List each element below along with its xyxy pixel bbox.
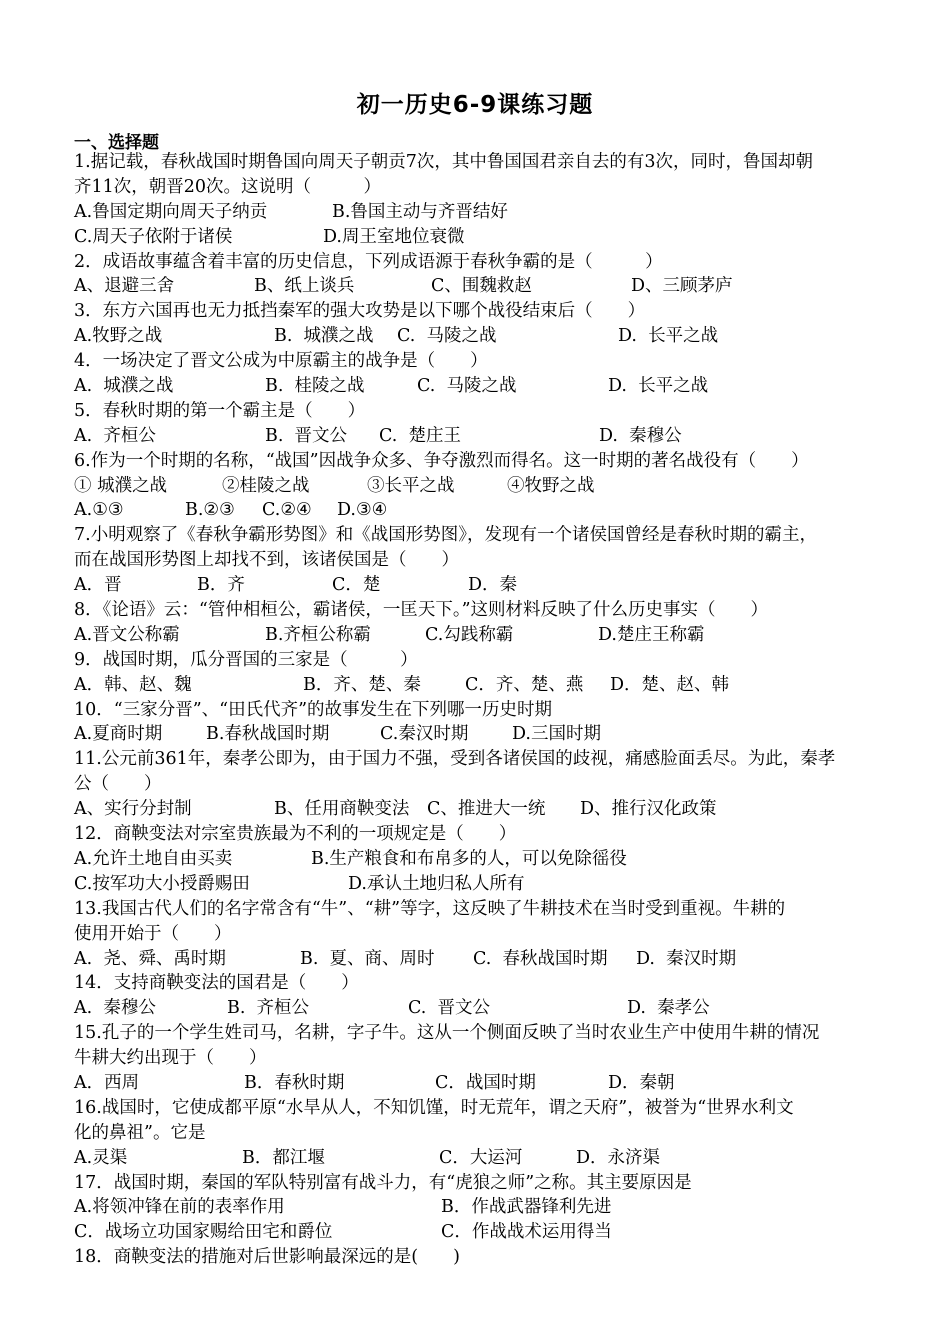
- answer-option: ① 城濮之战: [74, 475, 168, 496]
- question-line: [74, 1071, 874, 1096]
- question-line: [74, 299, 874, 324]
- answer-option: B.鲁国主动与齐晋结好: [332, 201, 508, 222]
- answer-option: D．楚、赵、韩: [610, 674, 730, 695]
- answer-option: C．作战战术运用得当: [441, 1222, 612, 1243]
- question-line: [74, 1195, 874, 1220]
- answer-option: A.灵渠: [74, 1147, 128, 1168]
- question-line: [74, 1021, 874, 1046]
- question-line: [74, 573, 874, 598]
- answer-option: C.按军功大小授爵赐田: [74, 873, 250, 894]
- answer-option: A．韩、赵、魏: [74, 674, 192, 695]
- answer-option: B、任用商鞅变法: [274, 799, 410, 820]
- question-text: 14．支持商鞅变法的国君是（ ）: [74, 973, 359, 994]
- answer-option: B.春秋战国时期: [206, 724, 330, 745]
- answer-option: D.③④: [337, 500, 388, 521]
- question-line: [74, 996, 874, 1021]
- answer-option: A、实行分封制: [74, 799, 192, 820]
- question-line: [74, 324, 874, 349]
- answer-option: A. 城濮之战: [74, 376, 174, 397]
- answer-option: C．战国时期: [435, 1072, 536, 1093]
- answer-option: C. 晋文公: [408, 998, 490, 1019]
- question-line: [74, 822, 874, 847]
- question-text: 15.孔子的一个学生姓司马，名耕，字子牛。这从一个侧面反映了当时农业生产中使用牛耕的情况: [74, 1023, 820, 1044]
- question-line: [74, 971, 874, 996]
- answer-option: B.②③: [185, 500, 235, 521]
- question-line: [74, 847, 874, 872]
- question-text: 18．商鞅变法的措施对后世影响最深远的是( ): [74, 1247, 460, 1268]
- question-line: [74, 648, 874, 673]
- answer-option: D. 秦穆公: [599, 425, 682, 446]
- answer-option: A.允许土地自由买卖: [74, 848, 233, 869]
- question-text: 11.公元前361年，秦孝公即为，由于国力不强，受到各诸侯国的歧视，痛感脸面丢尽。为此，秦孝: [74, 749, 836, 770]
- question-line: [74, 424, 874, 449]
- answer-option: ③长平之战: [367, 475, 455, 496]
- question-line: [74, 1245, 874, 1270]
- question-text: 化的鼻祖”。它是: [74, 1122, 206, 1143]
- answer-option: A.夏商时期: [74, 724, 163, 745]
- answer-option: C. 春秋战国时期: [473, 948, 608, 969]
- question-text: 而在战国形势图上却找不到，该诸侯国是（ ）: [74, 550, 459, 571]
- question-line: [74, 722, 874, 747]
- answer-option: A.①③: [74, 500, 124, 521]
- answer-option: D．秦朝: [608, 1072, 675, 1093]
- question-line: [74, 449, 874, 474]
- answer-option: D．永济渠: [576, 1147, 661, 1168]
- question-text: 9．战国时期，瓜分晋国的三家是（ ）: [74, 649, 418, 670]
- answer-option: C. 楚庄王: [379, 425, 461, 446]
- question-line: [74, 175, 874, 200]
- question-text: 牛耕大约出现于（ ）: [74, 1048, 267, 1069]
- answer-option: D.周王室地位衰微: [323, 226, 465, 247]
- question-text: 16.战国时，它使成都平原“水旱从人，不知饥馑，时无荒年，谓之天府”，被誉为“世界水利文: [74, 1097, 794, 1118]
- question-line: [74, 474, 874, 499]
- answer-option: B．都江堰: [242, 1147, 325, 1168]
- answer-option: C.周天子依附于诸侯: [74, 226, 233, 247]
- answer-option: C．战场立功国家赐给田宅和爵位: [74, 1222, 333, 1243]
- answer-option: B. 齐桓公: [227, 998, 310, 1019]
- answer-option: C．齐、楚、燕: [465, 674, 584, 695]
- answer-option: A. 齐桓公: [74, 425, 156, 446]
- question-text: 6.作为一个时期的名称，“战国”因战争众多、争夺激烈而得名。这一时期的著名战役有（ ）: [74, 450, 809, 471]
- question-text: 8．《论语》云：“管仲相桓公，霸诸侯，一匡天下。”这则材料反映了什么历史事实（ ）: [74, 600, 769, 621]
- answer-option: ④牧野之战: [507, 475, 595, 496]
- section-heading: 一、选择题: [74, 133, 159, 153]
- answer-option: B. 城濮之战: [274, 326, 374, 347]
- question-line: [74, 274, 874, 299]
- question-line: [74, 498, 874, 523]
- answer-option: B、纸上谈兵: [254, 276, 355, 297]
- answer-option: C、围魏救赵: [431, 276, 532, 297]
- question-text: 10．“三家分晋”、“田氏代齐”的故事发生在下列哪一历史时期: [74, 699, 553, 720]
- question-line: [74, 150, 874, 175]
- answer-option: D、推行汉化政策: [580, 799, 717, 820]
- question-line: [74, 523, 874, 548]
- answer-option: B. 晋文公: [265, 425, 348, 446]
- question-text: 4．一场决定了晋文公成为中原霸主的战争是（ ）: [74, 351, 488, 372]
- answer-option: D.三国时期: [512, 724, 601, 745]
- answer-option: D. 长平之战: [608, 376, 709, 397]
- question-line: [74, 897, 874, 922]
- answer-option: A.将领冲锋在前的表率作用: [74, 1197, 285, 1218]
- question-line: [74, 200, 874, 225]
- page-title: 初一历史6-9课练习题: [356, 92, 594, 118]
- answer-option: B.齐桓公称霸: [265, 624, 371, 645]
- answer-option: C.秦汉时期: [380, 724, 469, 745]
- question-line: [74, 1096, 874, 1121]
- answer-option: ②桂陵之战: [222, 475, 310, 496]
- answer-option: C.勾践称霸: [425, 624, 514, 645]
- answer-option: C.②④: [262, 500, 312, 521]
- question-text: 5．春秋时期的第一个霸主是（ ）: [74, 400, 366, 421]
- question-line: [74, 673, 874, 698]
- question-line: [74, 947, 874, 972]
- answer-option: B.生产粮食和布帛多的人，可以免除徭役: [311, 848, 627, 869]
- question-text: 13.我国古代人们的名字常含有“牛”、“耕”等字，这反映了牛耕技术在当时受到重视。牛耕的: [74, 898, 786, 919]
- answer-option: C、推进大一统: [427, 799, 546, 820]
- question-line: [74, 922, 874, 947]
- question-text: 公（ ）: [74, 774, 162, 795]
- answer-option: D. 秦孝公: [627, 998, 710, 1019]
- answer-option: A、退避三舍: [74, 276, 175, 297]
- answer-option: B．春秋时期: [244, 1072, 345, 1093]
- answer-option: A．晋: [74, 575, 122, 596]
- question-line: [74, 548, 874, 573]
- answer-option: B．作战武器锋利先进: [441, 1197, 612, 1218]
- question-line: [74, 374, 874, 399]
- question-line: [74, 623, 874, 648]
- answer-option: D.楚庄王称霸: [598, 624, 705, 645]
- question-list: [74, 150, 874, 1270]
- answer-option: C. 马陵之战: [397, 326, 497, 347]
- question-line: [74, 1046, 874, 1071]
- question-line: [74, 698, 874, 723]
- answer-option: C．楚: [332, 575, 381, 596]
- question-line: [74, 747, 874, 772]
- question-line: [74, 797, 874, 822]
- answer-option: C. 马陵之战: [417, 376, 517, 397]
- answer-option: D、三顾茅庐: [631, 276, 733, 297]
- question-line: [74, 225, 874, 250]
- question-text: 1.据记载，春秋战国时期鲁国向周天子朝贡7次，其中鲁国国君亲自去的有3次，同时，鲁国却朝: [74, 152, 813, 172]
- answer-option: D.承认土地归私人所有: [348, 873, 525, 894]
- question-text: 使用开始于（ ）: [74, 923, 232, 944]
- question-line: [74, 1220, 874, 1245]
- question-line: [74, 399, 874, 424]
- question-line: [74, 772, 874, 797]
- question-line: [74, 872, 874, 897]
- question-text: 2．成语故事蕴含着丰富的历史信息，下列成语源于春秋争霸的是（ ）: [74, 251, 663, 272]
- answer-option: B. 夏、商、周时: [300, 948, 435, 969]
- answer-option: A. 秦穆公: [74, 998, 156, 1019]
- question-line: [74, 250, 874, 275]
- question-line: [74, 1171, 874, 1196]
- question-text: 12．商鞅变法对宗室贵族最为不利的一项规定是（ ）: [74, 824, 517, 845]
- answer-option: D．秦: [468, 575, 518, 596]
- question-line: [74, 1121, 874, 1146]
- answer-option: B．齐: [197, 575, 245, 596]
- answer-option: A. 尧、舜、禹时期: [74, 948, 226, 969]
- answer-option: D. 长平之战: [618, 326, 719, 347]
- question-text: 7.小明观察了《春秋争霸形势图》和《战国形势图》，发现有一个诸侯国曾经是春秋时期的霸主，: [74, 525, 817, 546]
- answer-option: A.晋文公称霸: [74, 624, 180, 645]
- answer-option: D. 秦汉时期: [636, 948, 737, 969]
- question-text: 17．战国时期，秦国的军队特别富有战斗力，有“虎狼之师”之称。其主要原因是: [74, 1172, 692, 1193]
- answer-option: A.牧野之战: [74, 326, 163, 347]
- question-text: 齐11次，朝晋20次。这说明（ ）: [74, 176, 382, 197]
- answer-option: A．西周: [74, 1072, 140, 1093]
- question-line: [74, 1146, 874, 1171]
- question-line: [74, 598, 874, 623]
- answer-option: C．大运河: [439, 1147, 523, 1168]
- question-text: 3．东方六国再也无力抵挡秦军的强大攻势是以下哪个战役结束后（ ）: [74, 301, 646, 322]
- answer-option: B. 桂陵之战: [265, 376, 365, 397]
- answer-option: B．齐、楚、秦: [303, 674, 421, 695]
- answer-option: A.鲁国定期向周天子纳贡: [74, 201, 268, 222]
- question-line: [74, 349, 874, 374]
